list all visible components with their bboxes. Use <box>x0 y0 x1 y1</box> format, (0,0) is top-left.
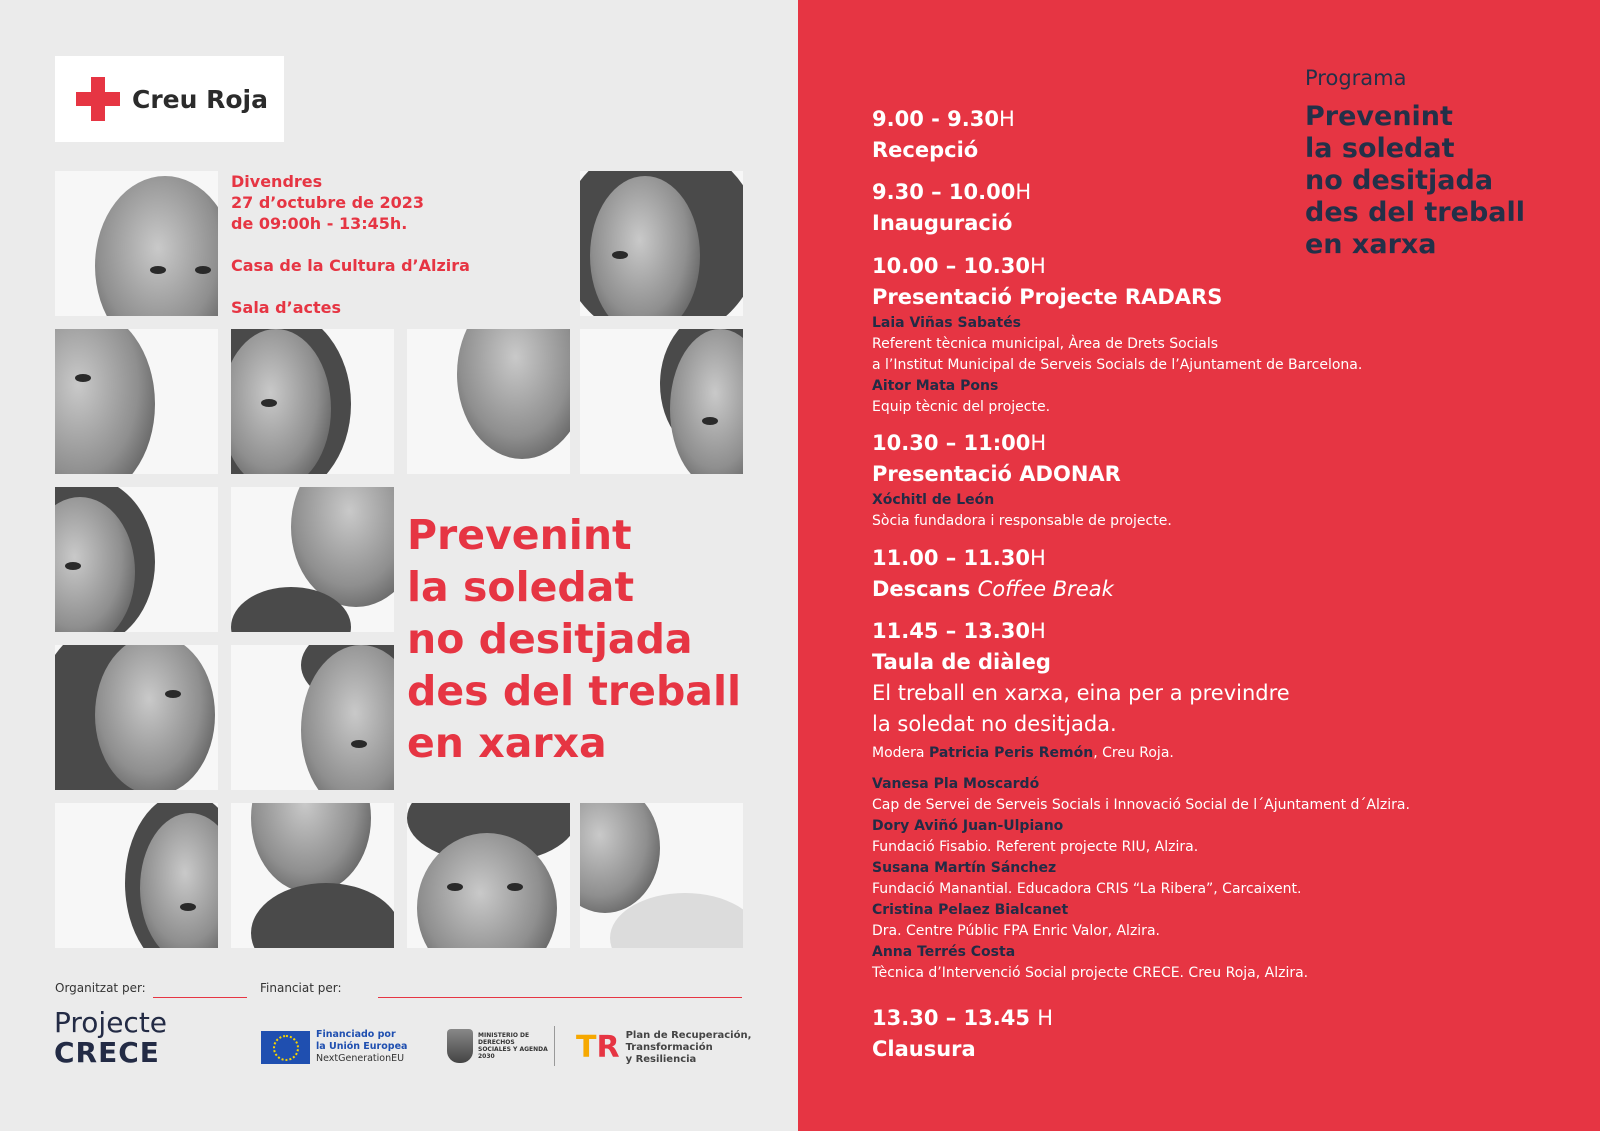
eu-line1: Financiado por <box>316 1029 396 1040</box>
divider-line <box>378 997 742 998</box>
creu-roja-logo <box>55 56 284 142</box>
event-time: de 09:00h - 13:45h. <box>231 214 408 233</box>
left-panel <box>0 0 798 1131</box>
agenda-item <box>872 251 1362 418</box>
agenda-title: Clausura <box>872 1037 976 1061</box>
program-title-line: la soledat <box>1305 133 1455 164</box>
project-line2: CRECE <box>54 1036 160 1069</box>
title-line: des del treball <box>407 667 742 715</box>
red-cross-icon <box>76 77 120 121</box>
agenda-time: 13.30 – 13.45 H <box>872 1006 1054 1030</box>
program-title-line: Prevenint <box>1305 101 1453 132</box>
speaker-role: Dra. Centre Públic FPA Enric Valor, Alzira. <box>872 923 1160 939</box>
agenda-time: 10.30 – 11:00H <box>872 431 1047 455</box>
portrait-photo <box>55 487 218 632</box>
portrait-photo <box>55 329 218 474</box>
agenda-item <box>872 177 1031 239</box>
recovery-plan-logo <box>576 1030 751 1066</box>
speaker-name: Xóchitl de León <box>872 492 995 508</box>
speaker-role: Fundació Fisabio. Referent projecte RIU, Alzira. <box>872 839 1199 855</box>
eu-line2: la Unión Europea <box>316 1041 408 1052</box>
speaker-name: Susana Martín Sánchez <box>872 860 1057 876</box>
speaker-role: Cap de Servei de Serveis Socials i Innovació Social de l´Ajuntament d´Alzira. <box>872 797 1410 813</box>
tr-logo-icon: TR <box>576 1030 620 1065</box>
agenda-title: Descans Coffee Break <box>872 577 1114 601</box>
divider-line <box>153 997 247 998</box>
title-line: no desitjada <box>407 615 693 663</box>
projecte-crece-logo <box>54 1008 167 1068</box>
funded-by-label: Financiat per: <box>260 981 342 995</box>
agenda-subtitle: El treball en xarxa, eina per a previndre <box>872 681 1290 705</box>
main-title <box>407 509 741 769</box>
program-title <box>1305 101 1525 261</box>
event-date: 27 d’octubre de 2023 <box>231 193 425 212</box>
eu-funding-logo <box>261 1029 407 1065</box>
program-title-line: no desitjada <box>1305 165 1494 196</box>
speaker-name: Laia Viñas Sabatés <box>872 315 1022 331</box>
speaker-name: Cristina Pelaez Bialcanet <box>872 902 1069 918</box>
event-day: Divendres <box>231 172 323 191</box>
portrait-photo <box>231 645 394 790</box>
agenda-time: 9.30 – 10.00H <box>872 180 1032 204</box>
ministry-name: MINISTERIO DE DERECHOS SOCIALES Y AGENDA 2030 <box>478 1032 548 1060</box>
agenda-item <box>872 543 1114 605</box>
eu-line3: NextGenerationEU <box>316 1053 405 1064</box>
agenda-title: Presentació ADONAR <box>872 462 1121 486</box>
program-label: Programa <box>1305 66 1407 90</box>
speaker-role: Sòcia fundadora i responsable de projecte. <box>872 513 1172 529</box>
portrait-photo <box>231 803 394 948</box>
moderator: Modera Patricia Peris Remón, Creu Roja. <box>872 745 1174 761</box>
agenda-title: Recepció <box>872 138 979 162</box>
agenda-subtitle: la soledat no desitjada. <box>872 712 1117 736</box>
agenda-item <box>872 104 1015 166</box>
portrait-photo <box>407 803 570 948</box>
agenda-item <box>872 1003 1053 1065</box>
portrait-photo <box>231 487 394 632</box>
speaker-name: Aitor Mata Pons <box>872 378 999 394</box>
title-line: en xarxa <box>407 719 607 767</box>
portrait-photo <box>580 803 743 948</box>
agenda-item <box>872 616 1410 984</box>
speaker-role: Tècnica d’Intervenció Social projecte CRECE. Creu Roja, Alzira. <box>872 965 1309 981</box>
coat-of-arms-icon <box>447 1029 473 1063</box>
plan-line1: Plan de Recuperación, <box>625 1030 752 1041</box>
plan-line3: y Resiliencia <box>625 1054 697 1065</box>
program-panel <box>798 0 1600 1131</box>
portrait-photo <box>231 329 394 474</box>
organized-by-label: Organitzat per: <box>55 981 146 995</box>
agenda-time: 9.00 - 9.30H <box>872 107 1015 131</box>
agenda-time: 10.00 – 10.30H <box>872 254 1046 278</box>
agenda-title: Taula de diàleg <box>872 650 1051 674</box>
agenda-title: Inauguració <box>872 211 1013 235</box>
speaker-role: a l’Institut Municipal de Serveis Socials de l’Ajuntament de Barcelona. <box>872 357 1363 373</box>
portrait-photo <box>55 803 218 948</box>
eu-flag-icon <box>261 1031 310 1064</box>
speaker-role: Equip tècnic del projecte. <box>872 399 1051 415</box>
project-line1: Projecte <box>54 1006 168 1039</box>
agenda-time: 11.45 – 13.30H <box>872 619 1046 643</box>
portrait-photo <box>580 329 743 474</box>
agenda-title: Presentació Projecte RADARS <box>872 285 1223 309</box>
title-line: Prevenint <box>407 511 632 559</box>
speaker-name: Dory Aviñó Juan-Ulpiano <box>872 818 1064 834</box>
speaker-name: Vanesa Pla Moscardó <box>872 776 1040 792</box>
logo-text: Creu Roja <box>132 84 268 114</box>
agenda-item <box>872 428 1172 532</box>
program-title-line: en xarxa <box>1305 229 1437 260</box>
ministry-logo <box>447 1026 565 1066</box>
program-title-line: des del treball <box>1305 197 1525 228</box>
speaker-name: Anna Terrés Costa <box>872 944 1016 960</box>
event-info <box>231 171 470 318</box>
event-room: Sala d’actes <box>231 298 342 317</box>
portrait-photo <box>407 329 570 474</box>
event-venue: Casa de la Cultura d’Alzira <box>231 256 470 275</box>
portrait-photo <box>55 171 218 316</box>
speaker-role: Fundació Manantial. Educadora CRIS “La Ribera”, Carcaixent. <box>872 881 1302 897</box>
speaker-role: Referent tècnica municipal, Àrea de Drets Socials <box>872 336 1219 352</box>
portrait-photo <box>580 171 743 316</box>
title-line: la soledat <box>407 563 635 611</box>
plan-line2: Transformación <box>625 1042 713 1053</box>
agenda-time: 11.00 – 11.30H <box>872 546 1046 570</box>
portrait-photo <box>55 645 218 790</box>
